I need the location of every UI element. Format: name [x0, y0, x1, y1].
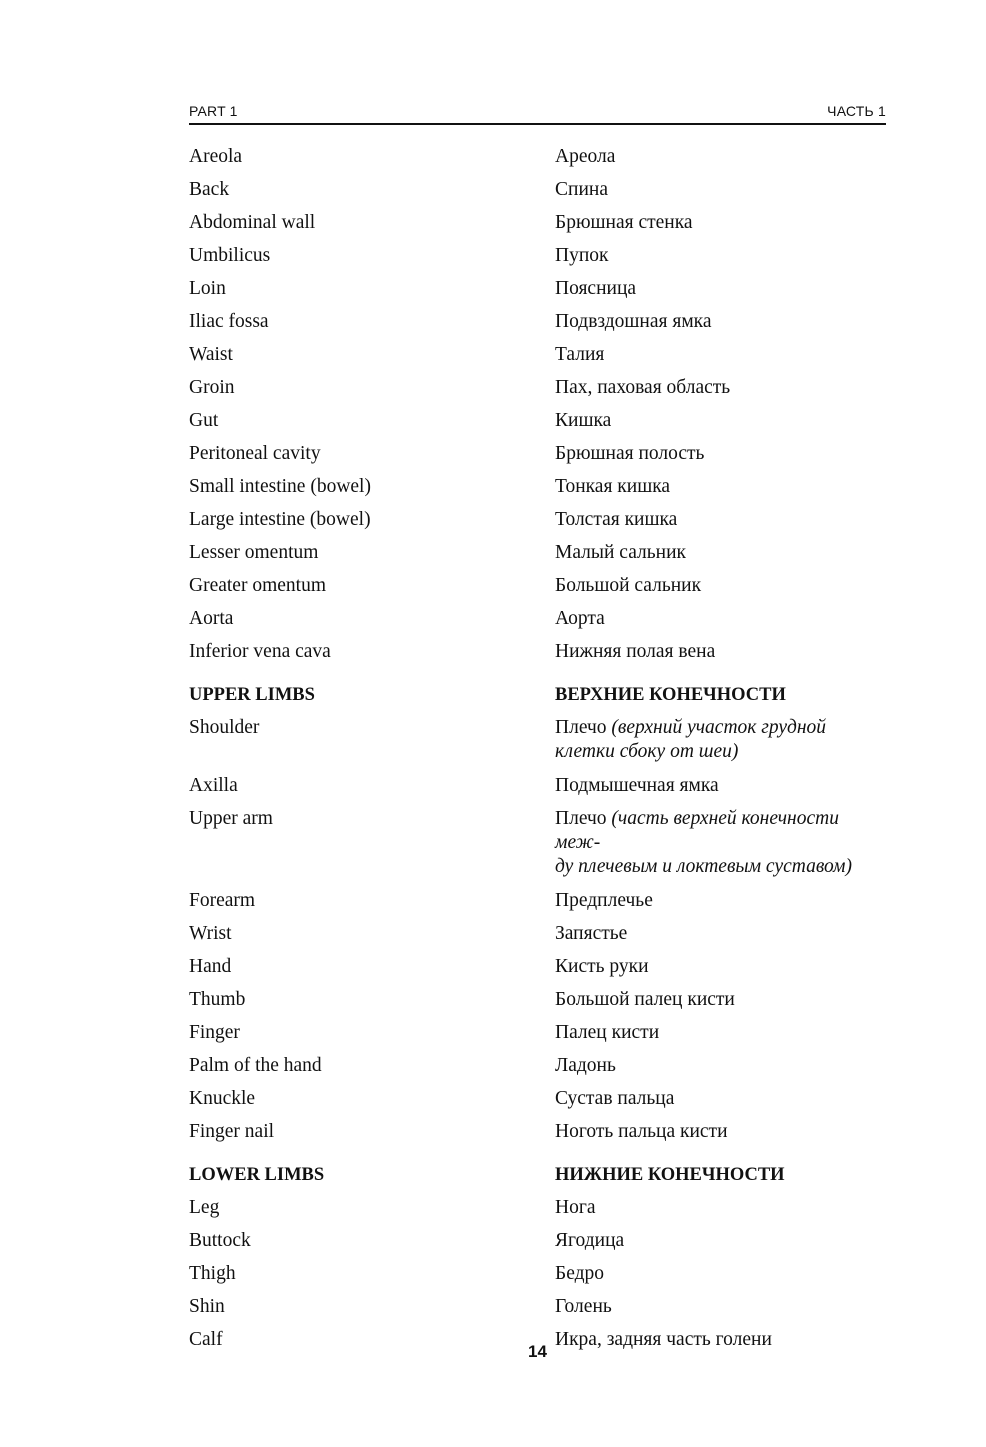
term-russian: Большой палец кисти [555, 989, 735, 1010]
term-english: Thumb [189, 989, 246, 1010]
term-row [189, 206, 886, 239]
term-english: Groin [189, 377, 235, 398]
term-row [189, 602, 886, 635]
term-row [189, 1016, 886, 1049]
term-english: Aorta [189, 608, 234, 629]
section-heading-russian: ВЕРХНИЕ КОНЕЧНОСТИ [555, 685, 786, 705]
term-russian: Брюшная стенка [555, 212, 693, 233]
term-russian-with-note [555, 802, 886, 884]
term-russian: Запястье [555, 923, 628, 944]
term-english: Axilla [189, 775, 238, 796]
term-english: Large intestine (bowel) [189, 509, 371, 530]
term-english: Knuckle [189, 1088, 256, 1109]
term-english: Hand [189, 956, 232, 977]
term-russian: Спина [555, 179, 608, 200]
term-row [189, 404, 886, 437]
term-russian: Икра, задняя часть голени [555, 1329, 772, 1350]
book-page [189, 0, 886, 1447]
term-russian: Тонкая кишка [555, 476, 671, 497]
term-note: (верхний участок грудной [611, 717, 827, 738]
term-russian: Бедро [555, 1263, 605, 1284]
term-english: Calf [189, 1329, 223, 1350]
term-russian-with-note [555, 711, 886, 769]
term-row [189, 140, 886, 173]
glossary-list [189, 140, 886, 1356]
term-russian: Кишка [555, 410, 612, 431]
term-english: Areola [189, 146, 243, 167]
term-english: Small intestine (bowel) [189, 476, 371, 497]
term-russian: Плечо [555, 717, 607, 738]
term-row [189, 1257, 886, 1290]
term-row [189, 1049, 886, 1082]
running-head-right: ЧАСТЬ 1 [827, 103, 886, 119]
term-english: Thigh [189, 1263, 236, 1284]
term-english: Wrist [189, 923, 232, 944]
term-note: ду плечевым и локтевым суставом) [555, 856, 852, 877]
section-heading-lower-limbs [189, 1148, 886, 1191]
term-english: Upper arm [189, 808, 273, 829]
term-english: Lesser omentum [189, 542, 319, 563]
term-english: Gut [189, 410, 219, 431]
section-heading-russian: НИЖНИЕ КОНЕЧНОСТИ [555, 1165, 785, 1185]
term-english: Finger nail [189, 1121, 275, 1142]
term-row [189, 1082, 886, 1115]
term-row [189, 950, 886, 983]
term-english: Shin [189, 1296, 225, 1317]
term-row [189, 1290, 886, 1323]
term-russian: Ладонь [555, 1055, 616, 1076]
term-row [189, 635, 886, 668]
running-head-left: PART 1 [189, 103, 238, 119]
term-english: Palm of the hand [189, 1055, 322, 1076]
term-row [189, 711, 886, 769]
term-row [189, 173, 886, 206]
term-russian: Плечо [555, 808, 607, 829]
term-russian: Подмышечная ямка [555, 775, 719, 796]
term-russian: Сустав пальца [555, 1088, 675, 1109]
term-russian: Аорта [555, 608, 605, 629]
term-row [189, 1191, 886, 1224]
term-english: Back [189, 179, 230, 200]
term-russian: Ягодица [555, 1230, 625, 1251]
term-russian: Толстая кишка [555, 509, 678, 530]
term-english: Buttock [189, 1230, 251, 1251]
term-english: Umbilicus [189, 245, 271, 266]
term-english: Abdominal wall [189, 212, 316, 233]
term-english: Inferior vena cava [189, 641, 331, 662]
term-russian: Предплечье [555, 890, 653, 911]
term-russian: Нога [555, 1197, 596, 1218]
term-russian: Пах, паховая область [555, 377, 731, 398]
term-english: Shoulder [189, 717, 260, 738]
section-heading-upper-limbs [189, 668, 886, 711]
term-english: Leg [189, 1197, 220, 1218]
term-russian: Пупок [555, 245, 609, 266]
term-row [189, 272, 886, 305]
term-row [189, 769, 886, 802]
term-english: Iliac fossa [189, 311, 269, 332]
term-row [189, 371, 886, 404]
section-heading-english: UPPER LIMBS [189, 685, 315, 705]
term-row [189, 1224, 886, 1257]
term-row [189, 884, 886, 917]
term-russian: Малый сальник [555, 542, 686, 563]
term-row [189, 802, 886, 884]
running-head [189, 101, 886, 123]
term-row [189, 569, 886, 602]
term-row [189, 536, 886, 569]
term-russian: Подвздошная ямка [555, 311, 712, 332]
term-row [189, 917, 886, 950]
term-russian: Кисть руки [555, 956, 649, 977]
term-row [189, 1115, 886, 1148]
term-row [189, 338, 886, 371]
term-russian: Голень [555, 1296, 612, 1317]
term-english: Peritoneal cavity [189, 443, 321, 464]
term-russian: Брюшная полость [555, 443, 705, 464]
term-russian: Ареола [555, 146, 616, 167]
term-russian: Палец кисти [555, 1022, 660, 1043]
term-row [189, 503, 886, 536]
term-english: Waist [189, 344, 233, 365]
term-english: Forearm [189, 890, 256, 911]
term-english: Loin [189, 278, 226, 299]
term-note: (часть верхней конечности меж- [555, 808, 839, 853]
term-row [189, 305, 886, 338]
header-rule [189, 123, 886, 125]
term-row [189, 239, 886, 272]
term-row [189, 437, 886, 470]
term-russian: Ноготь пальца кисти [555, 1121, 728, 1142]
term-russian: Поясница [555, 278, 637, 299]
term-russian: Талия [555, 344, 605, 365]
term-english: Greater omentum [189, 575, 326, 596]
term-english: Finger [189, 1022, 240, 1043]
section-heading-english: LOWER LIMBS [189, 1165, 325, 1185]
term-russian: Большой сальник [555, 575, 702, 596]
term-row [189, 983, 886, 1016]
term-russian: Нижняя полая вена [555, 641, 716, 662]
page-number: 14 [528, 1342, 547, 1361]
term-note: клетки сбоку от шеи) [555, 741, 739, 762]
term-row [189, 470, 886, 503]
